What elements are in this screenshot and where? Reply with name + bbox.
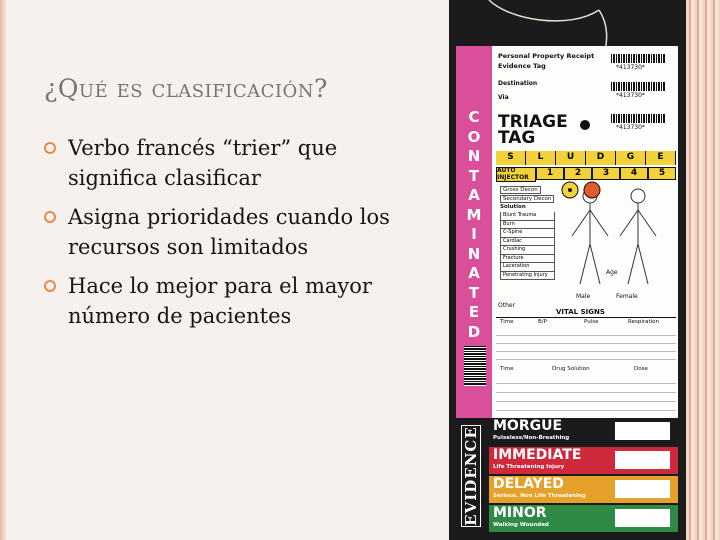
salud-cell: G: [616, 151, 646, 165]
salud-cell: U: [556, 151, 586, 165]
vitals-col: Time: [500, 319, 514, 325]
injury-list: [500, 212, 555, 280]
via-label: Via: [498, 94, 509, 101]
salud-cell: D: [586, 151, 616, 165]
band-barcode: [615, 480, 670, 498]
solution-label: Solution: [500, 204, 526, 210]
number-cell: 4: [620, 167, 648, 180]
number-cell: 1: [536, 167, 564, 180]
triage-label: TRIAGE: [498, 112, 568, 132]
other-label: Other: [498, 302, 516, 309]
injury-item: Cardiac: [500, 238, 555, 247]
barcode-icon: [611, 54, 666, 63]
salud-cell: L: [526, 151, 556, 165]
contaminated-letter: T: [468, 166, 480, 185]
bullet-list: [44, 133, 414, 340]
gross-decon-label: Gross Decon: [500, 186, 541, 194]
injury-item: Blunt Trauma: [500, 212, 555, 221]
band-barcode: [615, 422, 670, 440]
contaminated-letter: C: [468, 108, 480, 126]
age-label: Age: [606, 269, 618, 276]
injury-item: Burn: [500, 221, 555, 230]
band-barcode: [615, 451, 670, 469]
bullet-icon: [44, 142, 56, 154]
band-barcode: [615, 509, 670, 527]
salud-row: [496, 151, 676, 165]
contaminated-letter: D: [467, 322, 481, 341]
code-text: *413730*: [616, 64, 645, 71]
code-text: *413730*: [616, 92, 645, 99]
hazard-icons: [560, 180, 604, 202]
left-border: [0, 0, 6, 540]
male-label: Male: [576, 293, 591, 300]
contaminated-letter: N: [467, 244, 481, 263]
triage-band-immediate: [489, 447, 678, 474]
vitals-col: Respiration: [628, 319, 660, 325]
contaminated-letter: N: [467, 147, 481, 165]
bullet-icon: [44, 280, 56, 292]
contaminated-letter: T: [468, 283, 480, 302]
number-cell: 5: [648, 167, 676, 180]
band-subtitle: Walking Wounded: [493, 522, 549, 528]
band-subtitle: Life Threatening Injury: [493, 464, 565, 470]
injury-item: C-Spine: [500, 229, 555, 238]
injury-item: Penetrating Injury: [500, 272, 555, 281]
drug-col: Dose: [634, 366, 648, 372]
number-cell: 2: [564, 167, 592, 180]
right-border-decoration: [686, 0, 720, 540]
band-title: MORGUE: [493, 418, 563, 434]
band-title: DELAYED: [493, 476, 564, 492]
barcode-icon: [611, 114, 666, 123]
bullet-item: Verbo francés “trier” que significa clasificar: [44, 133, 414, 193]
triage-band-delayed: [489, 476, 678, 503]
vitals-divider: [496, 317, 676, 318]
contaminated-letter: O: [467, 127, 481, 146]
contaminated-letter: I: [471, 225, 477, 243]
band-title: MINOR: [493, 505, 547, 521]
evidence-strip: [456, 418, 487, 532]
triage-band-morgue: [489, 418, 678, 445]
salud-cell: S: [496, 151, 526, 165]
code-text: *413730*: [616, 124, 645, 131]
salud-cell: E: [646, 151, 676, 165]
injury-item: Laceration: [500, 263, 555, 272]
triage-band-minor: [489, 505, 678, 532]
destination-label: Destination: [498, 80, 538, 87]
body-diagram-icon: [560, 184, 676, 304]
female-label: Female: [616, 293, 638, 300]
contaminated-letter: A: [468, 186, 480, 204]
vitals-col: Pulse: [584, 319, 599, 325]
slide-title: ¿Qué es clasificación?: [44, 74, 328, 103]
bullet-item: Asigna prioridades cuando los recursos son limitados: [44, 202, 414, 262]
barcode-icon: [611, 82, 666, 91]
contaminated-letter: E: [468, 303, 480, 321]
grommet-icon: [580, 120, 590, 130]
contaminated-label: [456, 108, 492, 342]
injury-item: Crushing: [500, 246, 555, 255]
tag-header1: Personal Property Receipt: [498, 52, 595, 60]
evidence-label: EVIDENCE: [462, 426, 480, 526]
tag-header2: Evidence Tag: [498, 62, 546, 70]
injury-item: Fracture: [500, 255, 555, 264]
barcode-icon: [464, 346, 486, 386]
vital-signs-label: VITAL SIGNS: [556, 308, 605, 316]
band-title: IMMEDIATE: [493, 447, 582, 463]
drug-lines: [496, 375, 676, 413]
triage-tag-image: [449, 0, 686, 540]
tag-card: [456, 46, 678, 418]
bullet-item: Hace lo mejor para el mayor número de pacientes: [44, 271, 414, 331]
number-cell: 3: [592, 167, 620, 180]
number-row: [536, 167, 676, 180]
bullet-icon: [44, 211, 56, 223]
vitals-lines: [496, 328, 676, 362]
contaminated-letter: M: [466, 205, 482, 224]
drug-col: Time: [500, 366, 514, 372]
band-subtitle: Pulseless/Non-Breathing: [493, 435, 570, 441]
band-subtitle: Serious, Non Life Threatening: [493, 493, 586, 499]
secondary-decon-label: Secondary Decon: [500, 195, 554, 203]
contaminated-letter: A: [468, 264, 480, 282]
drug-col: Drug Solution: [552, 366, 590, 372]
vitals-col: B/P: [538, 319, 547, 325]
auto-injector-label: AUTO INJECTOR: [496, 167, 536, 182]
tag-label: TAG: [498, 128, 536, 148]
